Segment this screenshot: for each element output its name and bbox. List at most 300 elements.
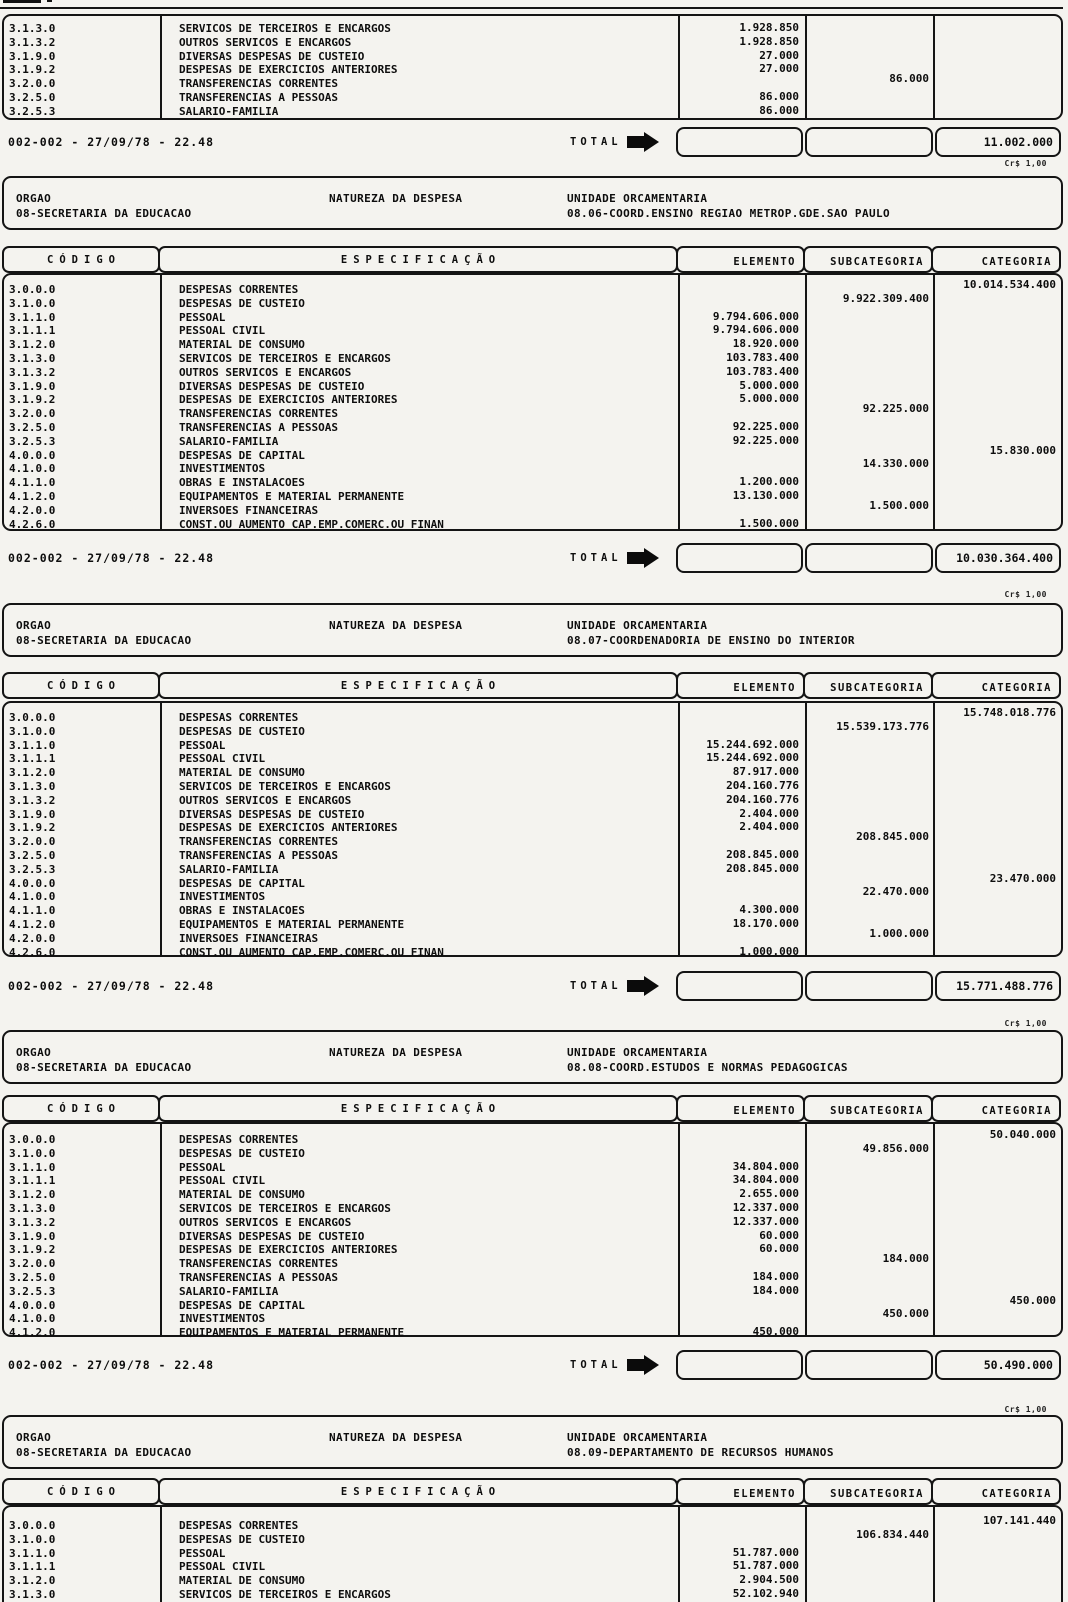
categoria-cell [933, 747, 1061, 761]
elemento-cell: 13.130.000 [732, 488, 799, 502]
unidade-label: UNIDADE ORCAMENTARIA [567, 192, 708, 205]
categoria-cell [933, 1555, 1061, 1569]
column-header-subcategoria: SUBCATEGORIA [803, 1478, 933, 1505]
categoria-cell [933, 913, 1061, 927]
total-subcategoria-box [805, 543, 933, 573]
categoria-cell [933, 319, 1061, 333]
column-header-subcategoria: SUBCATEGORIA [803, 1095, 933, 1122]
elemento-cell [678, 834, 805, 848]
arrow-right-icon [627, 132, 661, 152]
especificacao-cell: PESSOAL CIVIL [179, 1174, 266, 1188]
column-header-especificacao: ESPECIFICAÇÃO [158, 1478, 678, 1505]
especificacao-cell: TRANSFERENCIAS A PESSOAS [179, 1270, 338, 1284]
categoria-cell [933, 858, 1061, 872]
table-row [4, 1588, 1061, 1602]
especificacao-cell: PESSOAL [179, 1546, 226, 1560]
currency-note: Cr$ 1,00 [1004, 590, 1047, 599]
categoria-cell [933, 927, 1061, 941]
categoria-cell [933, 471, 1061, 485]
elemento-cell: 4.300.000 [739, 903, 799, 917]
subcategoria-cell [805, 1542, 933, 1556]
column-header-subcategoria: SUBCATEGORIA [803, 672, 933, 699]
codigo-cell: 3.1.1.0 [9, 1546, 56, 1560]
categoria-cell [933, 1321, 1061, 1335]
codigo-cell: 3.1.1.1 [9, 1174, 56, 1188]
table-rows [4, 1507, 1061, 1602]
categoria-cell [933, 1183, 1061, 1197]
column-header-codigo: CÓDIGO [2, 1478, 160, 1505]
subcategoria-cell [805, 1183, 933, 1197]
especificacao-cell: DESPESAS DE EXERCICIOS ANTERIORES [179, 821, 398, 835]
codigo-cell: 3.2.0.0 [9, 77, 56, 91]
categoria-cell: 10.014.534.400 [963, 278, 1056, 291]
especificacao-cell: DESPESAS DE CAPITAL [179, 1298, 305, 1312]
elemento-cell: 103.783.400 [726, 350, 799, 364]
subcategoria-cell [805, 31, 933, 45]
elemento-cell: 34.804.000 [732, 1173, 799, 1187]
total-label: TOTAL [570, 552, 622, 564]
elemento-cell: 1.928.850 [739, 34, 799, 48]
unidade-value: 08.08-COORD.ESTUDOS E NORMAS PEDAGOGICAS [567, 1061, 848, 1074]
subcategoria-cell [805, 1128, 933, 1142]
column-header-elemento: ELEMENTO [676, 1478, 805, 1505]
elemento-cell: 184.000 [752, 1283, 799, 1297]
total-label: TOTAL [570, 136, 622, 148]
natureza-label: NATUREZA DA DESPESA [329, 1046, 463, 1059]
subcategoria-cell [805, 844, 933, 858]
codigo-cell: 3.1.2.0 [9, 1574, 56, 1588]
especificacao-cell: DESPESAS DE EXERCICIOS ANTERIORES [179, 63, 398, 77]
codigo-cell: 4.2.6.0 [9, 945, 56, 959]
codigo-cell: 3.1.9.0 [9, 379, 56, 393]
natureza-label: NATUREZA DA DESPESA [329, 619, 463, 632]
especificacao-cell: MATERIAL DE CONSUMO [179, 338, 305, 352]
subcategoria-cell: 49.856.000 [862, 1141, 929, 1155]
categoria-cell: 23.470.000 [989, 871, 1056, 885]
categoria-cell [933, 941, 1061, 955]
column-header-codigo: CÓDIGO [2, 672, 160, 699]
elemento-cell: 27.000 [759, 62, 799, 76]
codigo-cell: 3.0.0.0 [9, 1519, 56, 1532]
subcategoria-cell: 92.225.000 [862, 402, 929, 416]
categoria-cell [933, 333, 1061, 347]
categoria-cell [933, 388, 1061, 402]
orgao-label: ORGAO [16, 1046, 52, 1059]
subcategoria-cell [805, 333, 933, 347]
elemento-cell [678, 1132, 805, 1146]
orgao-label: ORGAO [16, 192, 52, 205]
codigo-cell: 3.1.9.2 [9, 63, 56, 77]
especificacao-cell: TRANSFERENCIAS A PESSOAS [179, 90, 338, 104]
especificacao-cell: SERVICOS DE TERCEIROS E ENCARGOS [179, 22, 391, 35]
total-subcategoria-box [805, 127, 933, 157]
subcategoria-cell: 208.845.000 [856, 830, 929, 844]
subcategoria-cell [805, 1294, 933, 1308]
subcategoria-cell: 9.922.309.400 [842, 291, 929, 305]
codigo-cell: 3.1.9.2 [9, 393, 56, 407]
subcategoria-cell: 1.000.000 [869, 926, 929, 940]
subcategoria-cell [805, 761, 933, 775]
especificacao-cell: INVESTIMENTOS [179, 890, 266, 904]
especificacao-cell: DIVERSAS DESPESAS DE CUSTEIO [179, 379, 365, 393]
especificacao-cell: DESPESAS DE EXERCICIOS ANTERIORES [179, 393, 398, 407]
elemento-cell: 2.904.500 [739, 1573, 799, 1587]
elemento-cell [678, 710, 805, 724]
subcategoria-cell [805, 444, 933, 458]
codigo-cell: 3.1.3.0 [9, 1201, 56, 1215]
codigo-cell: 4.0.0.0 [9, 1298, 56, 1312]
unidade-value: 08.09-DEPARTAMENTO DE RECURSOS HUMANOS [567, 1446, 834, 1459]
total-categoria-box: 50.490.000 [935, 1350, 1061, 1380]
subcategoria-cell [805, 100, 933, 114]
codigo-cell: 3.1.1.1 [9, 752, 56, 766]
subcategoria-cell [805, 513, 933, 527]
elemento-cell: 92.225.000 [732, 419, 799, 433]
arrow-right-icon [627, 1355, 661, 1375]
especificacao-cell: EQUIPAMENTOS E MATERIAL PERMANENTE [179, 917, 405, 931]
especificacao-cell: SALARIO-FAMILIA [179, 862, 279, 876]
codigo-cell: 3.2.0.0 [9, 1257, 56, 1271]
elemento-cell [678, 461, 805, 475]
especificacao-cell: PESSOAL CIVIL [179, 324, 266, 338]
categoria-cell [933, 347, 1061, 361]
unidade-label: UNIDADE ORCAMENTARIA [567, 1431, 708, 1444]
especificacao-cell: TRANSFERENCIAS A PESSOAS [179, 848, 338, 862]
codigo-cell: 3.1.1.0 [9, 1160, 56, 1174]
document-reference: 002-002 - 27/09/78 - 22.48 [8, 1358, 215, 1372]
especificacao-cell: CONST.OU AUMENTO CAP.EMP.COMERC.OU FINAN [179, 945, 444, 959]
subcategoria-cell [805, 1321, 933, 1335]
elemento-cell: 60.000 [759, 1242, 799, 1256]
especificacao-cell: DIVERSAS DESPESAS DE CUSTEIO [179, 49, 365, 63]
column-header-elemento: ELEMENTO [676, 1095, 805, 1122]
subcategoria-cell [805, 1156, 933, 1170]
total-subcategoria-box [805, 971, 933, 1001]
categoria-cell [933, 1142, 1061, 1156]
elemento-cell: 18.920.000 [732, 337, 799, 351]
categoria-cell: 15.748.018.776 [963, 706, 1056, 719]
subcategoria-cell [805, 45, 933, 59]
subcategoria-cell [805, 941, 933, 955]
page-top-cut-fragment [3, 0, 41, 3]
arrow-right-icon [627, 548, 661, 568]
subcategoria-cell [805, 485, 933, 499]
codigo-cell: 3.0.0.0 [9, 283, 56, 296]
table-total-row [0, 971, 1063, 1001]
elemento-cell [678, 448, 805, 462]
elemento-cell: 184.000 [752, 1269, 799, 1283]
codigo-cell: 3.1.2.0 [9, 338, 56, 352]
codigo-cell: 4.1.0.0 [9, 462, 56, 476]
codigo-cell: 3.1.0.0 [9, 296, 56, 310]
elemento-cell: 87.917.000 [732, 765, 799, 779]
column-header-elemento: ELEMENTO [676, 672, 805, 699]
subcategoria-cell [805, 1583, 933, 1597]
especificacao-cell: PESSOAL [179, 1160, 226, 1174]
elemento-cell [678, 889, 805, 903]
especificacao-cell: MATERIAL DE CONSUMO [179, 1574, 305, 1588]
subcategoria-cell [805, 706, 933, 720]
especificacao-cell: PESSOAL CIVIL [179, 1560, 266, 1574]
codigo-cell: 4.2.0.0 [9, 931, 56, 945]
elemento-cell [678, 1298, 805, 1312]
orgao-value: 08-SECRETARIA DA EDUCACAO [16, 634, 192, 647]
categoria-cell [933, 1156, 1061, 1170]
codigo-cell: 3.2.5.0 [9, 420, 56, 434]
categoria-cell [933, 1266, 1061, 1280]
subcategoria-cell [805, 347, 933, 361]
subcategoria-cell [805, 1514, 933, 1528]
categoria-cell [933, 17, 1061, 31]
elemento-cell: 86.000 [759, 103, 799, 117]
especificacao-cell: EQUIPAMENTOS E MATERIAL PERMANENTE [179, 489, 405, 503]
codigo-cell: 4.0.0.0 [9, 448, 56, 462]
especificacao-cell: TRANSFERENCIAS CORRENTES [179, 407, 338, 421]
codigo-cell: 3.1.1.0 [9, 738, 56, 752]
elemento-cell [678, 76, 805, 90]
codigo-cell: 3.1.0.0 [9, 1146, 56, 1160]
categoria-cell [933, 1569, 1061, 1583]
subcategoria-cell [805, 1280, 933, 1294]
subcategoria-cell [805, 1238, 933, 1252]
especificacao-cell: INVERSOES FINANCEIRAS [179, 931, 319, 945]
elemento-cell: 27.000 [759, 48, 799, 62]
categoria-cell [933, 789, 1061, 803]
categoria-cell [933, 416, 1061, 430]
elemento-cell: 5.000.000 [739, 378, 799, 392]
categoria-cell [933, 775, 1061, 789]
codigo-cell: 3.1.1.1 [9, 1560, 56, 1574]
codigo-cell: 4.1.2.0 [9, 1326, 56, 1340]
codigo-cell: 4.1.1.0 [9, 476, 56, 490]
especificacao-cell: TRANSFERENCIAS CORRENTES [179, 835, 338, 849]
subcategoria-cell [805, 58, 933, 72]
codigo-cell: 3.1.3.0 [9, 351, 56, 365]
codigo-cell: 3.2.5.3 [9, 1284, 56, 1298]
codigo-cell: 4.1.2.0 [9, 917, 56, 931]
document-reference: 002-002 - 27/09/78 - 22.48 [8, 979, 215, 993]
especificacao-cell: DESPESAS DE CAPITAL [179, 876, 305, 890]
codigo-cell: 3.1.0.0 [9, 724, 56, 738]
subcategoria-cell [805, 913, 933, 927]
table-rows [4, 275, 1061, 531]
especificacao-cell: OUTROS SERVICOS E ENCARGOS [179, 1215, 352, 1229]
elemento-cell: 9.794.606.000 [712, 323, 799, 337]
column-header-especificacao: ESPECIFICAÇÃO [158, 246, 678, 273]
arrow-right-icon [627, 976, 661, 996]
column-header-row [2, 246, 1063, 273]
especificacao-cell: DESPESAS DE CUSTEIO [179, 296, 305, 310]
subcategoria-cell [805, 1169, 933, 1183]
categoria-cell [933, 86, 1061, 100]
column-header-row [2, 1095, 1063, 1122]
categoria-cell [933, 361, 1061, 375]
especificacao-cell: DESPESAS CORRENTES [179, 1519, 299, 1532]
subcategoria-cell [805, 17, 933, 31]
codigo-cell: 3.1.3.2 [9, 793, 56, 807]
categoria-cell [933, 375, 1061, 389]
especificacao-cell: DESPESAS DE CAPITAL [179, 448, 305, 462]
elemento-cell [678, 876, 805, 890]
budget-table-body [2, 1122, 1063, 1340]
elemento-cell: 1.928.850 [739, 21, 799, 34]
subcategoria-cell [805, 319, 933, 333]
categoria-cell: 107.141.440 [983, 1514, 1056, 1527]
elemento-cell: 103.783.400 [726, 364, 799, 378]
subcategoria-cell: 1.500.000 [869, 498, 929, 512]
elemento-cell: 9.794.606.000 [712, 309, 799, 323]
categoria-cell [933, 45, 1061, 59]
section-header-box [2, 603, 1063, 657]
total-categoria-box: 11.002.000 [935, 127, 1061, 157]
codigo-cell: 3.1.3.2 [9, 35, 56, 49]
elemento-cell: 52.102.940 [732, 1586, 799, 1600]
subcategoria-cell [805, 86, 933, 100]
column-header-codigo: CÓDIGO [2, 1095, 160, 1122]
subcategoria-cell [805, 775, 933, 789]
table-total-row [0, 127, 1063, 157]
especificacao-cell: OUTROS SERVICOS E ENCARGOS [179, 365, 352, 379]
column-header-especificacao: ESPECIFICAÇÃO [158, 672, 678, 699]
natureza-label: NATUREZA DA DESPESA [329, 192, 463, 205]
especificacao-cell: INVESTIMENTOS [179, 462, 266, 476]
subcategoria-cell [805, 747, 933, 761]
document-reference: 002-002 - 27/09/78 - 22.48 [8, 551, 215, 565]
elemento-cell [678, 1532, 805, 1546]
table-total-row [0, 543, 1063, 573]
especificacao-cell: DESPESAS DE EXERCICIOS ANTERIORES [179, 1243, 398, 1257]
total-elemento-box [676, 127, 803, 157]
elemento-cell [678, 282, 805, 296]
categoria-cell [933, 734, 1061, 748]
codigo-cell: 3.2.5.3 [9, 434, 56, 448]
elemento-cell [678, 1146, 805, 1160]
elemento-cell: 204.160.776 [726, 778, 799, 792]
unidade-label: UNIDADE ORCAMENTARIA [567, 1046, 708, 1059]
codigo-cell: 3.2.5.3 [9, 104, 56, 118]
subcategoria-cell [805, 816, 933, 830]
orgao-value: 08-SECRETARIA DA EDUCACAO [16, 1061, 192, 1074]
especificacao-cell: TRANSFERENCIAS CORRENTES [179, 77, 338, 91]
subcategoria-cell [805, 1266, 933, 1280]
especificacao-cell: INVERSOES FINANCEIRAS [179, 503, 319, 517]
especificacao-cell: PESSOAL CIVIL [179, 752, 266, 766]
elemento-cell [678, 1311, 805, 1325]
especificacao-cell: SALARIO-FAMILIA [179, 1284, 279, 1298]
categoria-cell [933, 803, 1061, 817]
codigo-cell: 3.1.0.0 [9, 1532, 56, 1546]
codigo-cell: 4.1.0.0 [9, 890, 56, 904]
table-row [4, 946, 1061, 960]
currency-note: Cr$ 1,00 [1004, 1405, 1047, 1414]
subcategoria-cell: 106.834.440 [856, 1527, 929, 1541]
especificacao-cell: OUTROS SERVICOS E ENCARGOS [179, 35, 352, 49]
categoria-cell [933, 844, 1061, 858]
categoria-cell [933, 1583, 1061, 1597]
subcategoria-cell [805, 361, 933, 375]
elemento-cell [678, 503, 805, 517]
table-row [4, 105, 1061, 119]
especificacao-cell: EQUIPAMENTOS E MATERIAL PERMANENTE [179, 1326, 405, 1340]
categoria-cell [933, 1542, 1061, 1556]
elemento-cell: 51.787.000 [732, 1545, 799, 1559]
elemento-cell: 34.804.000 [732, 1159, 799, 1173]
total-elemento-box [676, 1350, 803, 1380]
categoria-cell [933, 292, 1061, 306]
especificacao-cell: DIVERSAS DESPESAS DE CUSTEIO [179, 807, 365, 821]
table-total-row [0, 1350, 1063, 1380]
especificacao-cell: CONST.OU AUMENTO CAP.EMP.COMERC.OU FINAN [179, 517, 444, 531]
elemento-cell: 5.000.000 [739, 392, 799, 406]
elemento-cell: 2.404.000 [739, 806, 799, 820]
codigo-cell: 3.1.9.0 [9, 807, 56, 821]
orgao-value: 08-SECRETARIA DA EDUCACAO [16, 1446, 192, 1459]
orgao-label: ORGAO [16, 1431, 52, 1444]
especificacao-cell: DESPESAS CORRENTES [179, 711, 299, 724]
subcategoria-cell [805, 388, 933, 402]
codigo-cell: 3.2.5.0 [9, 90, 56, 104]
categoria-cell: 450.000 [1009, 1293, 1056, 1307]
categoria-cell [933, 1211, 1061, 1225]
subcategoria-cell [805, 734, 933, 748]
codigo-cell: 3.1.2.0 [9, 766, 56, 780]
especificacao-cell: MATERIAL DE CONSUMO [179, 766, 305, 780]
categoria-cell [933, 485, 1061, 499]
codigo-cell: 3.1.9.2 [9, 1243, 56, 1257]
especificacao-cell: OUTROS SERVICOS E ENCARGOS [179, 793, 352, 807]
categoria-cell [933, 1169, 1061, 1183]
total-label: TOTAL [570, 980, 622, 992]
especificacao-cell: SERVICOS DE TERCEIROS E ENCARGOS [179, 351, 391, 365]
especificacao-cell: SALARIO-FAMILIA [179, 434, 279, 448]
elemento-cell: 1.500.000 [739, 516, 799, 530]
budget-table-body [2, 701, 1063, 957]
orgao-value: 08-SECRETARIA DA EDUCACAO [16, 207, 192, 220]
categoria-cell [933, 58, 1061, 72]
subcategoria-cell [805, 1225, 933, 1239]
categoria-cell: 15.830.000 [989, 443, 1056, 457]
subcategoria-cell [805, 899, 933, 913]
codigo-cell: 3.1.3.0 [9, 22, 56, 35]
elemento-cell [678, 1256, 805, 1270]
unidade-label: UNIDADE ORCAMENTARIA [567, 619, 708, 632]
elemento-cell: 60.000 [759, 1228, 799, 1242]
especificacao-cell: SALARIO-FAMILIA [179, 104, 279, 118]
subcategoria-cell [805, 1197, 933, 1211]
column-header-categoria: CATEGORIA [931, 672, 1061, 699]
especificacao-cell: PESSOAL [179, 738, 226, 752]
especificacao-cell: DESPESAS DE CUSTEIO [179, 1146, 305, 1160]
especificacao-cell: DESPESAS CORRENTES [179, 283, 299, 296]
total-elemento-box [676, 971, 803, 1001]
budget-table-body [2, 14, 1063, 120]
categoria-cell [933, 1307, 1061, 1321]
natureza-label: NATUREZA DA DESPESA [329, 1431, 463, 1444]
subcategoria-cell [805, 858, 933, 872]
table-rows [4, 1124, 1061, 1340]
categoria-cell [933, 1252, 1061, 1266]
elemento-cell [678, 296, 805, 310]
subcategoria-cell: 86.000 [889, 72, 929, 86]
budget-table-body [2, 1505, 1063, 1602]
column-header-row [2, 1478, 1063, 1505]
codigo-cell: 3.0.0.0 [9, 1133, 56, 1146]
subcategoria-cell [805, 430, 933, 444]
codigo-cell: 4.0.0.0 [9, 876, 56, 890]
subcategoria-cell: 22.470.000 [862, 885, 929, 899]
total-categoria-box: 15.771.488.776 [935, 971, 1061, 1001]
especificacao-cell: TRANSFERENCIAS A PESSOAS [179, 420, 338, 434]
